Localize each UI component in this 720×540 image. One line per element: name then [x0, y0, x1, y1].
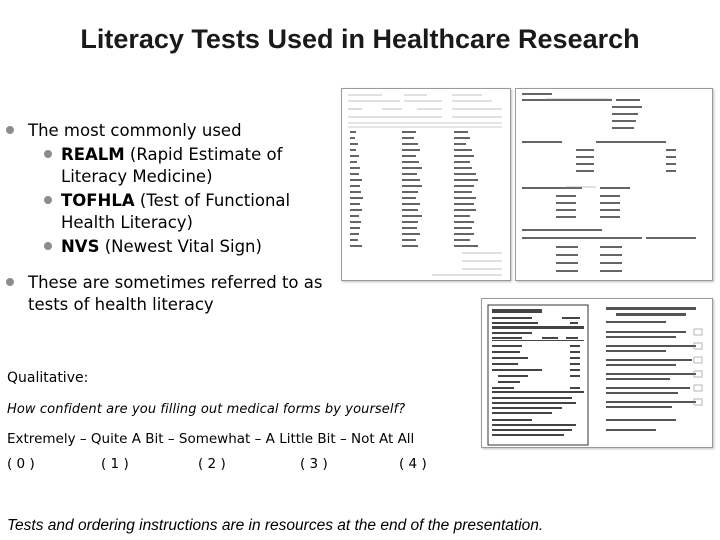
- qualitative-question: How confident are you filling out medical forms by yourself?: [7, 402, 406, 417]
- sub-bullet-tofhla: TOFHLA (Test of Functional Health Literacy): [6, 190, 336, 234]
- realm-form-thumbnail: [341, 88, 511, 281]
- bullet-dot: [6, 126, 14, 134]
- scale-number: ( 1 ): [101, 456, 129, 472]
- footer-note: Tests and ordering instructions are in resources at the end of the presentation.: [7, 517, 544, 534]
- bullet-dot: [44, 196, 52, 204]
- bullet-health-literacy: These are sometimes referred to as tests of health literacy: [6, 272, 336, 316]
- scale-number: ( 0 ): [7, 456, 35, 472]
- bullet-list: [6, 120, 336, 316]
- tofhla-form-image: [516, 89, 713, 281]
- scale-number: ( 4 ): [399, 456, 427, 472]
- tofhla-form-thumbnail: [515, 88, 713, 281]
- scale-number: ( 2 ): [198, 456, 226, 472]
- bullet-dot: [44, 242, 52, 250]
- realm-form-image: [342, 89, 511, 281]
- bullet-dot: [6, 278, 14, 286]
- bullet-dot: [44, 150, 52, 158]
- scale-number: ( 3 ): [300, 456, 328, 472]
- response-scale-labels: Extremely – Quite A Bit – Somewhat – A Little Bit – Not At All: [7, 431, 415, 447]
- qualitative-heading: Qualitative:: [7, 370, 89, 386]
- slide-title: Literacy Tests Used in Healthcare Research: [80, 24, 640, 54]
- response-scale-numbers: [7, 456, 447, 476]
- nvs-thumbnail: [481, 298, 713, 448]
- sub-bullet-realm: REALM (Rapid Estimate of Literacy Medicine): [6, 144, 336, 188]
- sub-bullet-nvs: NVS (Newest Vital Sign): [6, 236, 336, 258]
- bullet-most-common: The most commonly used: [6, 120, 336, 142]
- nvs-image: [482, 299, 713, 448]
